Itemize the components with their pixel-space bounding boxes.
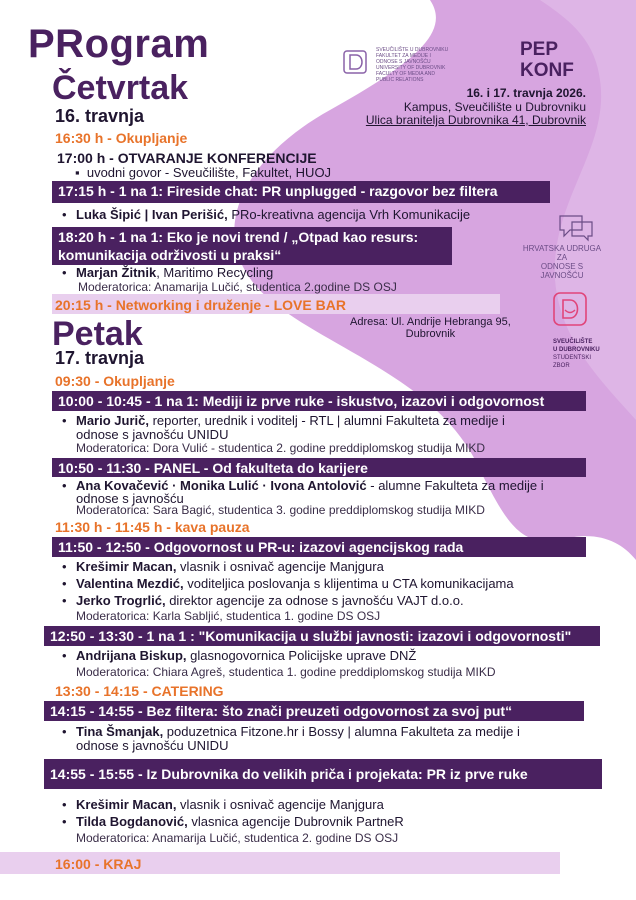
coffee-break: 11:30 h - 11:45 h - kava pauza	[55, 519, 250, 535]
list-item: • Mario Jurič, reporter, urednik i voditelj - RTL | alumni Fakulteta za medije i	[62, 413, 505, 428]
list-item: • Krešimir Macan, vlasnik i osnivač agencije Manjgura	[62, 559, 384, 574]
event-dates: 16. i 17. travnja 2026.	[466, 86, 586, 100]
list-item: • Valentina Mezdić, voditeljica poslovanja s klijentima u CTA komunikacijama	[62, 576, 514, 591]
friday-title: Petak	[52, 315, 143, 353]
catering-label: 13:30 - 14:15 - CATERING	[55, 683, 224, 699]
list-item: • Tilda Bogdanović, vlasnica agencije Dubrovnik PartneR	[62, 814, 404, 829]
thursday-title: Četvrtak	[52, 69, 189, 107]
list-item: • Jerko Trogrlić, direktor agencije za odnose s javnošću VAJT d.o.o.	[62, 593, 464, 608]
end-label: 16:00 - KRAJ	[55, 856, 142, 872]
thursday-gathering: 16:30 h - Okupljanje	[55, 130, 188, 146]
moderator-text: Moderatorica: Karla Sabljić, studentica 1. godine DS OSJ	[76, 609, 381, 623]
thursday-opening-sub: ▪ uvodni govor - Sveučilište, Fakultet, HUOJ	[75, 165, 332, 180]
list-item-continuation: odnose s javnošću UNIDU	[76, 738, 229, 753]
moderator-text: Moderatorica: Chiara Agreš, studentica 1. godine preddiplomskog studija MIKD	[76, 665, 496, 679]
student-council-logo-icon	[553, 292, 587, 326]
list-item: • Ana Kovačević · Monika Lulić · Ivona Antolović - alumne Fakulteta za medije i	[62, 478, 544, 493]
list-item: • Luka Šipić | Ivan Perišić, PRo-kreativna agencija Vrh Komunikacije	[62, 207, 471, 222]
moderator-text: Moderatorica: Sara Bagić, studentica 3. godine preddiplomskog studija MIKD	[76, 503, 485, 517]
thursday-opening: 17:00 h - OTVARANJE KONFERENCIJE	[57, 150, 317, 166]
session-dubrovnik: 14:55 - 15:55 - Iz Dubrovnika do velikih priča i projekata: PR iz prve ruke	[44, 759, 602, 789]
page-title: PRogram	[28, 22, 210, 66]
thursday-networking: 20:15 h - Networking i druženje - LOVE BAR	[55, 297, 346, 313]
list-item: • Marjan Žitnik, Maritimo Recycling	[62, 265, 274, 280]
session-bez-filtera: 14:15 - 14:55 - Bez filtera: što znači preuzeti odgovornost za svoj put“	[44, 701, 584, 721]
event-address: Ulica branitelja Dubrovnika 41, Dubrovnik	[365, 113, 586, 127]
session-fireside-chat: 17:15 h - 1 na 1: Fireside chat: PR unplugged - razgovor bez filtera	[52, 181, 550, 203]
moderator-text: Moderatorica: Dora Vulić - studentica 2. godine preddiplomskog studija MIKD	[76, 441, 486, 455]
bullet-icon: ▪	[75, 165, 87, 180]
konf-label: KONF	[520, 60, 574, 81]
university-logo-text: SVEUČILIŠTE U DUBROVNIKU FAKULTET ZA MEDIJE I ODNOSE S JAVNOŠĆU UNIVERSITY OF DUBROVNIK FACULTY OF MEDIA AND PUBLIC RELATIONS	[376, 47, 449, 83]
list-item: • Tina Šmanjak, poduzetnica Fitzone.hr i Bossy | alumna Fakulteta za medije i	[62, 724, 520, 739]
pep-label: PEP	[520, 39, 559, 60]
session-odgovornost: 11:50 - 12:50 - Odgovornost u PR-u: izazovi agencijskog rada	[52, 537, 586, 557]
university-logo-icon	[342, 47, 372, 77]
huoj-logo-icon	[556, 212, 596, 242]
list-item-continuation: odnose s javnošću UNIDU	[76, 427, 229, 442]
session-panel: 10:50 - 11:30 - PANEL - Od fakulteta do karijere	[52, 458, 586, 477]
love-bar-address: Adresa: Ul. Andrije Hebranga 95, Dubrovnik	[350, 316, 511, 340]
moderator-text: Moderatorica: Anamarija Lučić, studentica 2. godine DS OSJ	[76, 831, 399, 845]
student-council-logo-text: SVEUČILIŠTE U DUBROVNIKU STUDENTSKI ZBOR	[553, 339, 600, 369]
thursday-date: 16. travnja	[55, 106, 145, 126]
session-eko-trend: 18:20 h - 1 na 1: Eko je novi trend / „Otpad kao resurs: komunikacija održivosti u praksi“	[52, 227, 452, 265]
friday-gathering: 09:30 - Okupljanje	[55, 373, 175, 389]
huoj-logo-text: HRVATSKA UDRUGA ZA ODNOSE S JAVNOŠĆU	[522, 244, 602, 280]
list-item: • Krešimir Macan, vlasnik i osnivač agencije Manjgura	[62, 797, 384, 812]
moderator-text: Moderatorica: Anamarija Lučić, studentica 2.godine DS OSJ	[78, 280, 397, 294]
session-komunikacija: 12:50 - 13:30 - 1 na 1 : "Komunikacija u službi javnosti: izazovi i odgovornosti"	[44, 626, 600, 646]
event-campus: Kampus, Sveučilište u Dubrovniku	[403, 100, 586, 114]
list-item-continuation: odnose s javnošću	[76, 491, 184, 506]
friday-date: 17. travnja	[55, 348, 145, 368]
session-mediji: 10:00 - 10:45 - 1 na 1: Mediji iz prve ruke - iskustvo, izazovi i odgovornost	[52, 391, 586, 411]
list-item: • Andrijana Biskup, glasnogovornica Policijske uprave DNŽ	[62, 648, 417, 663]
